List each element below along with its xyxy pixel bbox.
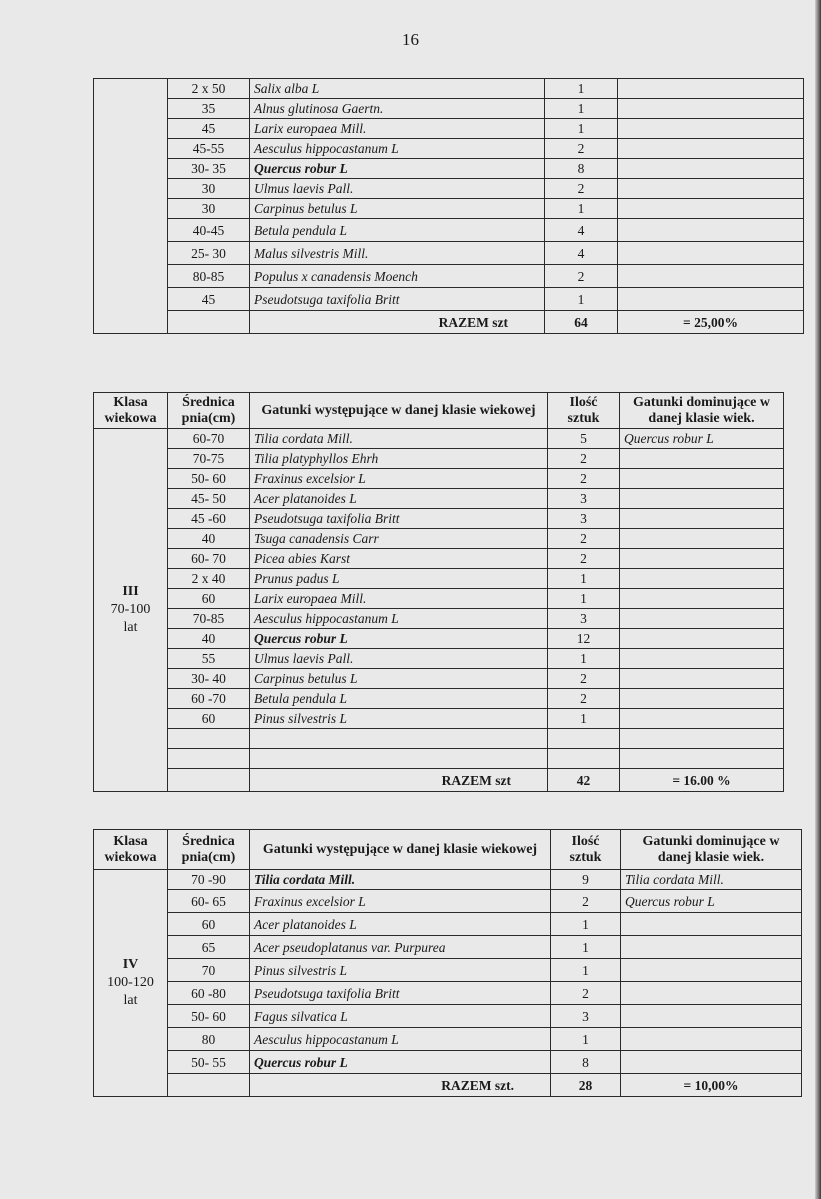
- table-row: [94, 119, 804, 139]
- diameter-cell: 2 x 50: [168, 79, 250, 99]
- table-row: [94, 936, 802, 959]
- species-cell: Fraxinus excelsior L: [250, 890, 551, 913]
- empty-cell: [548, 729, 620, 749]
- table-row: [94, 649, 784, 669]
- empty-row: [94, 729, 784, 749]
- species-cell: Acer platanoides L: [250, 913, 551, 936]
- count-cell: 1: [545, 199, 618, 219]
- species-cell: Tilia cordata Mill.: [250, 870, 551, 890]
- diameter-cell: 65: [168, 936, 250, 959]
- empty-cell: [548, 749, 620, 769]
- table-row: [94, 1028, 802, 1051]
- count-cell: 3: [551, 1005, 621, 1028]
- dominant-cell: [621, 982, 802, 1005]
- total-label: RAZEM szt: [250, 311, 545, 334]
- diameter-cell: 40-45: [168, 219, 250, 242]
- dominant-cell: [620, 569, 784, 589]
- diameter-cell: 60: [168, 913, 250, 936]
- age-class-cell: [94, 79, 168, 334]
- dominant-cell: [618, 139, 804, 159]
- total-label: RAZEM szt: [250, 769, 548, 792]
- dominant-cell: [620, 589, 784, 609]
- diameter-cell: 40: [168, 529, 250, 549]
- total-percent: = 16.00 %: [620, 769, 784, 792]
- diameter-cell: 70-85: [168, 609, 250, 629]
- dominant-cell: [621, 1005, 802, 1028]
- count-cell: 2: [545, 139, 618, 159]
- count-cell: 1: [551, 959, 621, 982]
- count-cell: 3: [548, 609, 620, 629]
- dominant-cell: [620, 489, 784, 509]
- species-cell: Salix alba L: [250, 79, 545, 99]
- species-cell: Acer pseudoplatanus var. Purpurea: [250, 936, 551, 959]
- dominant-cell: [620, 689, 784, 709]
- total-count: 28: [551, 1074, 621, 1097]
- count-cell: 2: [551, 890, 621, 913]
- header-dominant: Gatunki dominujące w danej klasie wiek.: [621, 830, 802, 870]
- count-cell: 1: [551, 936, 621, 959]
- species-cell: Larix europaea Mill.: [250, 119, 545, 139]
- count-cell: 2: [548, 529, 620, 549]
- table-row: [94, 569, 784, 589]
- dominant-cell: [618, 265, 804, 288]
- count-cell: 12: [548, 629, 620, 649]
- diameter-cell: 60: [168, 589, 250, 609]
- age-class-unit: lat: [123, 620, 138, 635]
- count-cell: 1: [551, 913, 621, 936]
- table-row: [94, 913, 802, 936]
- table-row: [94, 242, 804, 265]
- dominant-cell: [621, 959, 802, 982]
- diameter-cell: 60-70: [168, 429, 250, 449]
- count-cell: 2: [545, 179, 618, 199]
- empty-row: [94, 749, 784, 769]
- table-row: [94, 1005, 802, 1028]
- header-species: Gatunki występujące w danej klasie wiekowej: [250, 830, 551, 870]
- age-class-roman: IV: [122, 957, 139, 972]
- dominant-cell: [618, 119, 804, 139]
- empty-cell: [250, 749, 548, 769]
- species-cell: Pseudotsuga taxifolia Britt: [250, 288, 545, 311]
- diameter-cell: 30- 35: [168, 159, 250, 179]
- count-cell: 8: [545, 159, 618, 179]
- count-cell: 9: [551, 870, 621, 890]
- empty-cell: [620, 729, 784, 749]
- count-cell: 1: [548, 649, 620, 669]
- table-row: [94, 139, 804, 159]
- count-cell: 1: [545, 79, 618, 99]
- total-count: 42: [548, 769, 620, 792]
- table-row: [94, 959, 802, 982]
- table-row: [94, 549, 784, 569]
- header-row: [94, 830, 802, 870]
- diameter-cell: 50- 60: [168, 469, 250, 489]
- age-class-unit: lat: [123, 993, 138, 1008]
- header-row: [94, 393, 784, 429]
- total-empty-cell: [168, 1074, 250, 1097]
- table-row: [94, 609, 784, 629]
- dominant-cell: Quercus robur L: [620, 429, 784, 449]
- header-diameter: Średnica pnia(cm): [168, 393, 250, 429]
- age-class-range: 100-120: [107, 975, 154, 990]
- diameter-cell: 35: [168, 99, 250, 119]
- diameter-cell: 55: [168, 649, 250, 669]
- diameter-cell: 30: [168, 199, 250, 219]
- species-cell: Carpinus betulus L: [250, 199, 545, 219]
- species-cell: Aesculus hippocastanum L: [250, 1028, 551, 1051]
- header-count: Ilość sztuk: [548, 393, 620, 429]
- diameter-cell: 45-55: [168, 139, 250, 159]
- dominant-cell: [621, 1051, 802, 1074]
- table-row: [94, 219, 804, 242]
- diameter-cell: 45: [168, 288, 250, 311]
- species-cell: Alnus glutinosa Gaertn.: [250, 99, 545, 119]
- header-species: Gatunki występujące w danej klasie wiekowej: [250, 393, 548, 429]
- species-cell: Pseudotsuga taxifolia Britt: [250, 509, 548, 529]
- table-row: [94, 589, 784, 609]
- diameter-cell: 25- 30: [168, 242, 250, 265]
- diameter-cell: 45 -60: [168, 509, 250, 529]
- diameter-cell: 30: [168, 179, 250, 199]
- species-cell: Prunus padus L: [250, 569, 548, 589]
- dominant-cell: [620, 549, 784, 569]
- count-cell: 1: [548, 709, 620, 729]
- total-empty-cell: [168, 769, 250, 792]
- species-cell: Pinus silvestris L: [250, 709, 548, 729]
- table-row: [94, 982, 802, 1005]
- table-row: [94, 469, 784, 489]
- species-cell: Populus x canadensis Moench: [250, 265, 545, 288]
- age-class-cell: [94, 870, 168, 1097]
- species-cell: Aesculus hippocastanum L: [250, 139, 545, 159]
- dominant-cell: [621, 913, 802, 936]
- species-cell: Acer platanoides L: [250, 489, 548, 509]
- species-cell: Quercus robur L: [250, 629, 548, 649]
- count-cell: 2: [548, 669, 620, 689]
- species-cell: Carpinus betulus L: [250, 669, 548, 689]
- count-cell: 1: [548, 569, 620, 589]
- species-cell: Quercus robur L: [250, 1051, 551, 1074]
- age-class-roman: III: [122, 584, 139, 599]
- dominant-cell: [620, 669, 784, 689]
- dominant-cell: [621, 1028, 802, 1051]
- diameter-cell: 80: [168, 1028, 250, 1051]
- species-cell: Picea abies Karst: [250, 549, 548, 569]
- species-cell: Tilia cordata Mill.: [250, 429, 548, 449]
- table-row: [94, 529, 784, 549]
- total-percent: = 25,00%: [618, 311, 804, 334]
- count-cell: 1: [545, 99, 618, 119]
- diameter-cell: 50- 60: [168, 1005, 250, 1028]
- species-cell: Tilia platyphyllos Ehrh: [250, 449, 548, 469]
- species-cell: Betula pendula L: [250, 219, 545, 242]
- diameter-cell: 60: [168, 709, 250, 729]
- diameter-cell: 2 x 40: [168, 569, 250, 589]
- diameter-cell: 70 -90: [168, 870, 250, 890]
- dominant-cell: [620, 449, 784, 469]
- dominant-cell: [620, 469, 784, 489]
- table-row: [94, 709, 784, 729]
- empty-cell: [168, 749, 250, 769]
- diameter-cell: 50- 55: [168, 1051, 250, 1074]
- count-cell: 2: [551, 982, 621, 1005]
- total-count: 64: [545, 311, 618, 334]
- dominant-cell: [618, 159, 804, 179]
- count-cell: 4: [545, 242, 618, 265]
- species-cell: Fraxinus excelsior L: [250, 469, 548, 489]
- dominant-cell: [618, 242, 804, 265]
- table-row: [94, 159, 804, 179]
- total-label: RAZEM szt.: [250, 1074, 551, 1097]
- dominant-cell: [618, 219, 804, 242]
- empty-cell: [250, 729, 548, 749]
- table-row: [94, 199, 804, 219]
- table-row: [94, 288, 804, 311]
- header-dominant: Gatunki dominujące w danej klasie wiek.: [620, 393, 784, 429]
- total-empty-cell: [168, 311, 250, 334]
- dominant-cell: Tilia cordata Mill.: [621, 870, 802, 890]
- dominant-cell: [620, 649, 784, 669]
- table-row: [94, 179, 804, 199]
- count-cell: 3: [548, 509, 620, 529]
- species-cell: Betula pendula L: [250, 689, 548, 709]
- diameter-cell: 60 -80: [168, 982, 250, 1005]
- total-row: [94, 311, 804, 334]
- species-cell: Malus silvestris Mill.: [250, 242, 545, 265]
- table-row: [94, 489, 784, 509]
- count-cell: 3: [548, 489, 620, 509]
- count-cell: 1: [545, 119, 618, 139]
- species-cell: Larix europaea Mill.: [250, 589, 548, 609]
- diameter-cell: 70-75: [168, 449, 250, 469]
- count-cell: 2: [545, 265, 618, 288]
- table-row: [94, 449, 784, 469]
- header-diameter: Średnica pnia(cm): [168, 830, 250, 870]
- diameter-cell: 30- 40: [168, 669, 250, 689]
- header-age-class: Klasa wiekowa: [94, 830, 168, 870]
- species-cell: Aesculus hippocastanum L: [250, 609, 548, 629]
- dominant-cell: [618, 179, 804, 199]
- species-cell: Tsuga canadensis Carr: [250, 529, 548, 549]
- table-row: [94, 429, 784, 449]
- count-cell: 5: [548, 429, 620, 449]
- dominant-cell: [620, 529, 784, 549]
- dominant-cell: [620, 509, 784, 529]
- age-class-iv-table: [93, 829, 802, 1097]
- species-cell: Ulmus laevis Pall.: [250, 179, 545, 199]
- page-number: 16: [402, 30, 419, 49]
- table-row: [94, 1051, 802, 1074]
- empty-cell: [620, 749, 784, 769]
- dominant-cell: [620, 629, 784, 649]
- count-cell: 2: [548, 469, 620, 489]
- diameter-cell: 45- 50: [168, 489, 250, 509]
- diameter-cell: 60 -70: [168, 689, 250, 709]
- species-table-continued: [93, 78, 804, 334]
- species-cell: Fagus silvatica L: [250, 1005, 551, 1028]
- dominant-cell: [618, 288, 804, 311]
- count-cell: 1: [551, 1028, 621, 1051]
- count-cell: 1: [545, 288, 618, 311]
- species-cell: Ulmus laevis Pall.: [250, 649, 548, 669]
- table-row: [94, 870, 802, 890]
- total-row: [94, 1074, 802, 1097]
- table-row: [94, 509, 784, 529]
- diameter-cell: 80-85: [168, 265, 250, 288]
- dominant-cell: [620, 609, 784, 629]
- count-cell: 2: [548, 689, 620, 709]
- table-row: [94, 629, 784, 649]
- count-cell: 2: [548, 549, 620, 569]
- species-cell: Pinus silvestris L: [250, 959, 551, 982]
- species-cell: Quercus robur L: [250, 159, 545, 179]
- dominant-cell: [618, 79, 804, 99]
- dominant-cell: [618, 99, 804, 119]
- diameter-cell: 45: [168, 119, 250, 139]
- header-count: Ilość sztuk: [551, 830, 621, 870]
- table-row: [94, 265, 804, 288]
- count-cell: 1: [548, 589, 620, 609]
- diameter-cell: 40: [168, 629, 250, 649]
- table-row: [94, 669, 784, 689]
- count-cell: 4: [545, 219, 618, 242]
- age-class-range: 70-100: [110, 602, 151, 617]
- dominant-cell: Quercus robur L: [621, 890, 802, 913]
- dominant-cell: [618, 199, 804, 219]
- dominant-cell: [620, 709, 784, 729]
- count-cell: 8: [551, 1051, 621, 1074]
- age-class-cell: [94, 429, 168, 792]
- scan-edge: [815, 0, 821, 1199]
- header-age-class: Klasa wiekowa: [94, 393, 168, 429]
- age-class-iii-table: [93, 392, 784, 792]
- diameter-cell: 60- 70: [168, 549, 250, 569]
- empty-cell: [168, 729, 250, 749]
- dominant-cell: [621, 936, 802, 959]
- table-row: [94, 99, 804, 119]
- table-row: [94, 689, 784, 709]
- total-row: [94, 769, 784, 792]
- diameter-cell: 70: [168, 959, 250, 982]
- total-percent: = 10,00%: [621, 1074, 802, 1097]
- count-cell: 2: [548, 449, 620, 469]
- table-row: [94, 79, 804, 99]
- species-cell: Pseudotsuga taxifolia Britt: [250, 982, 551, 1005]
- table-row: [94, 890, 802, 913]
- diameter-cell: 60- 65: [168, 890, 250, 913]
